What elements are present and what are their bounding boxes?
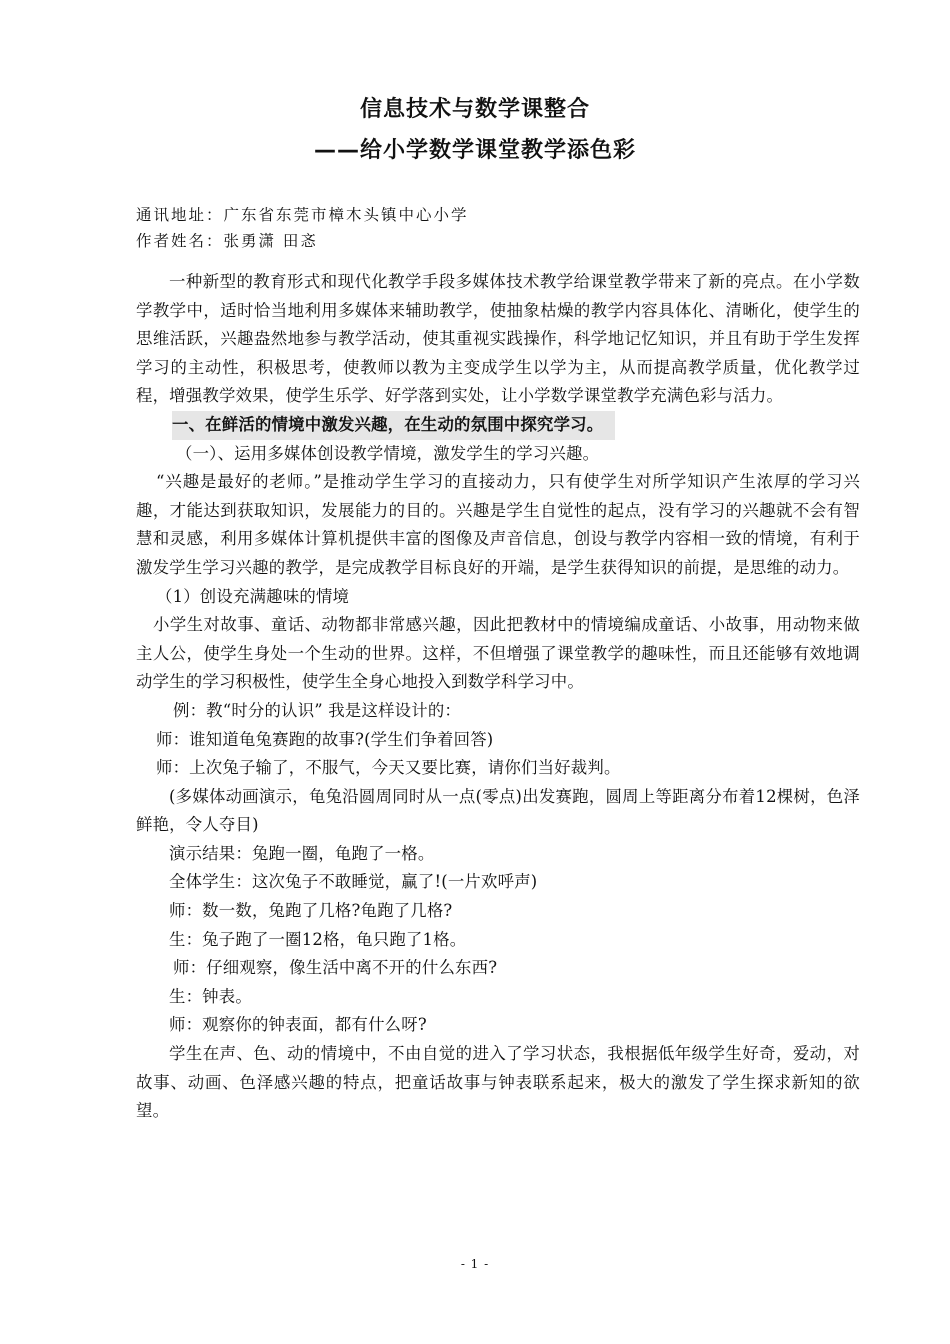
subsection-heading: （一）、运用多媒体创设教学情境，激发学生的学习兴趣。 <box>176 443 600 463</box>
item-heading: （1）创设充满趣味的情境 <box>156 586 350 606</box>
dialogue-line: 全体学生：这次兔子不敢睡觉，赢了!(一片欢呼声) <box>169 872 538 892</box>
document-body <box>136 268 860 1126</box>
dialogue-line: 演示结果：兔跑一圈，龟跑了一格。 <box>169 843 435 863</box>
dialogue-line: 师：仔细观察，像生活中离不开的什么东西? <box>173 958 498 978</box>
dialogue-line: 师：上次兔子输了，不服气，今天又要比赛，请你们当好裁判。 <box>156 758 621 778</box>
page-number: - 1 - <box>460 1257 490 1271</box>
dialogue-line: 师：谁知道龟兔赛跑的故事?(学生们争着回答) <box>156 729 494 749</box>
address-line: 通讯地址：广东省东莞市樟木头镇中心小学 <box>136 206 469 224</box>
dialogue-line: 生：兔子跑了一圈12格，龟只跑了1格。 <box>169 929 467 949</box>
intro-paragraph: 一种新型的教育形式和现代化教学手段多媒体技术教学给课堂教学带来了新的亮点。在小学数学教学中，适时恰当地利用多媒体来辅助教学，使抽象枯燥的教学内容具体化、清晰化，使学生的思维活跃，兴趣盎然地参与教学活动，使其重视实践操作，科学地记忆知识，并且有助于学生发挥学习的主动性，积极思考，使教师以教为主变成学生以学为主，从而提高教学质量，优化教学过程，增强教学效果，使学生乐学、好学落到实处，让小学数学课堂教学充满色彩与活力。 <box>136 272 860 406</box>
document-title: 信息技术与数学课整合 <box>359 97 590 122</box>
example-line: 例：教“时分的认识” 我是这样设计的： <box>173 700 462 720</box>
author-line: 作者姓名：张勇潇 田忞 <box>136 232 318 250</box>
body-paragraph: “兴趣是最好的老师。”是推动学生学习的直接动力，只有使学生对所学知识产生浓厚的学习兴趣，才能达到获取知识，发展能力的目的。兴趣是学生自觉性的起点，没有学习的兴趣就不会有智慧和灵感，利用多媒体计算机提供丰富的图像及声音信息，创设与教学内容相一致的情境，有利于激发学生学习兴趣的教学，是完成教学目标良好的开端，是学生获得知识的前提，是思维的动力。 <box>136 472 860 577</box>
dialogue-line: (多媒体动画演示，龟兔沿圆周同时从一点(零点)出发赛跑，圆周上等距离分布着12棵树，色泽鲜艳，令人夺目) <box>136 786 860 835</box>
dialogue-line: 师：观察你的钟表面，都有什么呀? <box>169 1015 427 1035</box>
document-subtitle: ——给小学数学课堂教学添色彩 <box>313 138 636 163</box>
body-paragraph: 学生在声、色、动的情境中，不由自觉的进入了学习状态，我根据低年级学生好奇，爱动，对故事、动画、色泽感兴趣的特点，把童话故事与钟表联系起来，极大的激发了学生探求新知的欲望。 <box>136 1044 860 1121</box>
dialogue-line: 生：钟表。 <box>169 986 252 1006</box>
section-heading: 一、在鲜活的情境中激发兴趣，在生动的氛围中探究学习。 <box>172 411 615 440</box>
body-paragraph: 小学生对故事、童话、动物都非常感兴趣，因此把教材中的情境编成童话、小故事，用动物来做主人公，使学生身处一个生动的世界。这样，不但增强了课堂教学的趣味性，而且还能够有效地调动学生的学习积极性，使学生全身心地投入到数学科学习中。 <box>136 615 860 692</box>
dialogue-line: 师：数一数，兔跑了几格?龟跑了几格? <box>169 901 453 921</box>
